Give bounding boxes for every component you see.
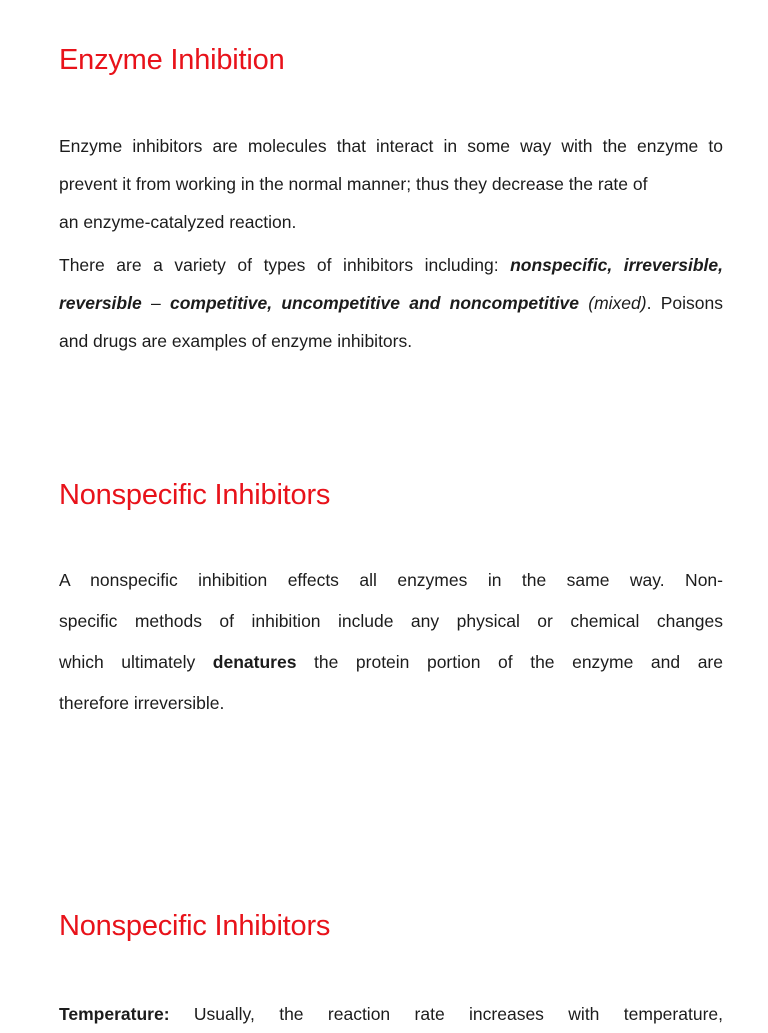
bold-text: denatures (212, 652, 297, 672)
text-line (59, 246, 723, 284)
text-line: therefore irreversible. (59, 693, 225, 713)
text-span: There are a variety of types of inhibitors including: (59, 255, 511, 275)
paragraph-temperature (59, 995, 723, 1033)
text-line (59, 284, 723, 322)
text-line (59, 995, 723, 1033)
text-line: Enzyme inhibitors are molecules that interact in some way with the enzyme to (59, 136, 723, 156)
text-span: – (141, 293, 170, 313)
text-line: A nonspecific inhibition effects all enzymes in the same way. Non- (59, 570, 723, 590)
heading-nonspecific-inhibitors: Nonspecific Inhibitors (59, 479, 331, 511)
heading-enzyme-inhibition: Enzyme Inhibition (59, 44, 285, 76)
text-span: . Poisons (646, 293, 723, 313)
paragraph-nonspecific-inhibition (59, 560, 723, 724)
text-line: and drugs are examples of enzyme inhibitors. (59, 331, 413, 351)
text-span: Usually, the reaction rate increases with temperature, (169, 1004, 723, 1024)
text-span (579, 293, 588, 313)
text-line: specific methods of inhibition include any physical or chemical changes (59, 611, 723, 631)
emphasis-text: reversible (59, 293, 142, 313)
italic-text: (mixed) (588, 293, 647, 313)
paragraph-enzyme-inhibitors-definition (59, 127, 723, 241)
emphasis-text: competitive, uncompetitive and noncompetitive (169, 293, 579, 313)
text-line (59, 642, 723, 683)
heading-nonspecific-inhibitors-2: Nonspecific Inhibitors (59, 910, 331, 942)
bold-text: Temperature: (59, 1004, 170, 1024)
text-line: prevent it from working in the normal manner; thus they decrease the rate of (59, 174, 648, 194)
text-line: an enzyme-catalyzed reaction. (59, 212, 297, 232)
text-span: which ultimately (59, 652, 213, 672)
emphasis-text: nonspecific, irreversible, (510, 255, 723, 275)
paragraph-inhibitor-types (59, 246, 723, 360)
text-span: the protein portion of the enzyme and are (296, 652, 723, 672)
